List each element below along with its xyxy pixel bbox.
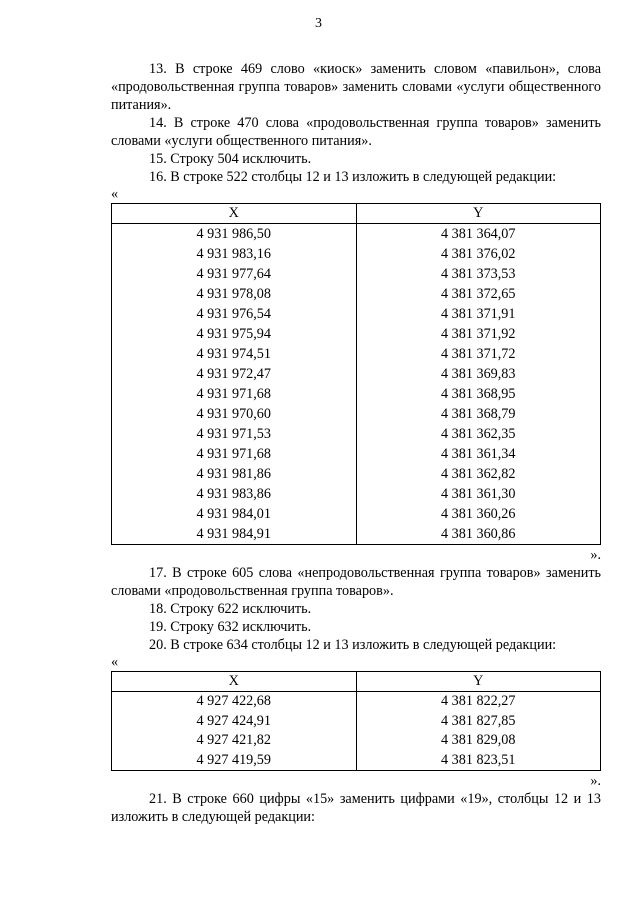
cell-y: 4 381 371,72	[356, 344, 601, 364]
table-row	[112, 404, 601, 424]
cell-x: 4 931 975,94	[112, 324, 357, 344]
cell-x: 4 931 972,47	[112, 364, 357, 384]
table-row	[112, 424, 601, 444]
cell-y: 4 381 361,34	[356, 444, 601, 464]
cell-x: 4 931 986,50	[112, 224, 357, 245]
cell-y: 4 381 823,51	[356, 751, 601, 771]
table-header-row	[112, 204, 601, 224]
cell-x: 4 927 421,82	[112, 731, 357, 751]
table-row	[112, 324, 601, 344]
cell-x: 4 931 976,54	[112, 304, 357, 324]
table-row	[112, 444, 601, 464]
table-row	[112, 692, 601, 712]
cell-x: 4 931 984,01	[112, 504, 357, 524]
cell-y: 4 381 829,08	[356, 731, 601, 751]
cell-y: 4 381 362,82	[356, 464, 601, 484]
cell-y: 4 381 368,79	[356, 404, 601, 424]
paragraph-item-18: 18. Строку 622 исключить.	[149, 601, 312, 617]
table-row	[112, 304, 601, 324]
table-row	[112, 364, 601, 384]
document-body	[111, 60, 601, 826]
cell-y: 4 381 827,85	[356, 712, 601, 732]
close-quote: ».	[590, 773, 601, 789]
cell-y: 4 381 368,95	[356, 384, 601, 404]
cell-x: 4 927 419,59	[112, 751, 357, 771]
column-header-x: X	[112, 672, 357, 692]
cell-y: 4 381 360,86	[356, 524, 601, 545]
table-row	[112, 484, 601, 504]
cell-x: 4 931 974,51	[112, 344, 357, 364]
cell-x: 4 931 970,60	[112, 404, 357, 424]
coordinates-table-2	[111, 671, 601, 771]
table-row	[112, 712, 601, 732]
paragraph-item-13: 13. В строке 469 слово «киоск» заменить словом «павильон», слова «продовольственная группа товаров» заменить словами «услуги общественного питания».	[111, 61, 601, 113]
column-header-x: X	[112, 204, 357, 224]
cell-y: 4 381 372,65	[356, 284, 601, 304]
table-row	[112, 731, 601, 751]
cell-x: 4 931 971,68	[112, 444, 357, 464]
table-row	[112, 751, 601, 771]
cell-y: 4 381 371,91	[356, 304, 601, 324]
table-row	[112, 524, 601, 545]
cell-x: 4 931 983,86	[112, 484, 357, 504]
page-number: 3	[315, 16, 322, 31]
table-row	[112, 244, 601, 264]
cell-x: 4 931 984,91	[112, 524, 357, 545]
cell-y: 4 381 360,26	[356, 504, 601, 524]
table-row	[112, 284, 601, 304]
paragraph-item-15: 15. Строку 504 исключить.	[149, 151, 312, 167]
table-row	[112, 224, 601, 245]
table-row	[112, 464, 601, 484]
open-quote: «	[111, 654, 119, 670]
paragraph-item-20: 20. В строке 634 столбцы 12 и 13 изложить в следующей редакции:	[149, 637, 557, 653]
paragraph-item-21: 21. В строке 660 цифры «15» заменить цифрами «19», столбцы 12 и 13 изложить в следующей редакции:	[111, 791, 601, 825]
cell-x: 4 931 981,86	[112, 464, 357, 484]
table-row	[112, 384, 601, 404]
cell-y: 4 381 373,53	[356, 264, 601, 284]
table-header-row	[112, 672, 601, 692]
cell-x: 4 931 971,53	[112, 424, 357, 444]
table-row	[112, 504, 601, 524]
cell-y: 4 381 822,27	[356, 692, 601, 712]
table-row	[112, 264, 601, 284]
paragraph-item-14: 14. В строке 470 слова «продовольственная группа товаров» заменить словами «услуги общественного питания».	[111, 115, 601, 149]
table-row	[112, 344, 601, 364]
cell-x: 4 927 424,91	[112, 712, 357, 732]
cell-x: 4 931 983,16	[112, 244, 357, 264]
cell-x: 4 931 971,68	[112, 384, 357, 404]
cell-y: 4 381 362,35	[356, 424, 601, 444]
cell-x: 4 927 422,68	[112, 692, 357, 712]
column-header-y: Y	[356, 672, 601, 692]
cell-x: 4 931 977,64	[112, 264, 357, 284]
cell-y: 4 381 361,30	[356, 484, 601, 504]
paragraph-item-17: 17. В строке 605 слова «непродовольственная группа товаров» заменить словами «продовольственная группа товаров».	[111, 565, 601, 599]
close-quote: ».	[590, 547, 601, 563]
cell-y: 4 381 364,07	[356, 224, 601, 245]
paragraph-item-16: 16. В строке 522 столбцы 12 и 13 изложить в следующей редакции:	[149, 169, 557, 185]
cell-y: 4 381 371,92	[356, 324, 601, 344]
column-header-y: Y	[356, 204, 601, 224]
paragraph-item-19: 19. Строку 632 исключить.	[149, 619, 312, 635]
open-quote: «	[111, 186, 119, 202]
coordinates-table-1	[111, 203, 601, 545]
cell-x: 4 931 978,08	[112, 284, 357, 304]
cell-y: 4 381 376,02	[356, 244, 601, 264]
cell-y: 4 381 369,83	[356, 364, 601, 384]
